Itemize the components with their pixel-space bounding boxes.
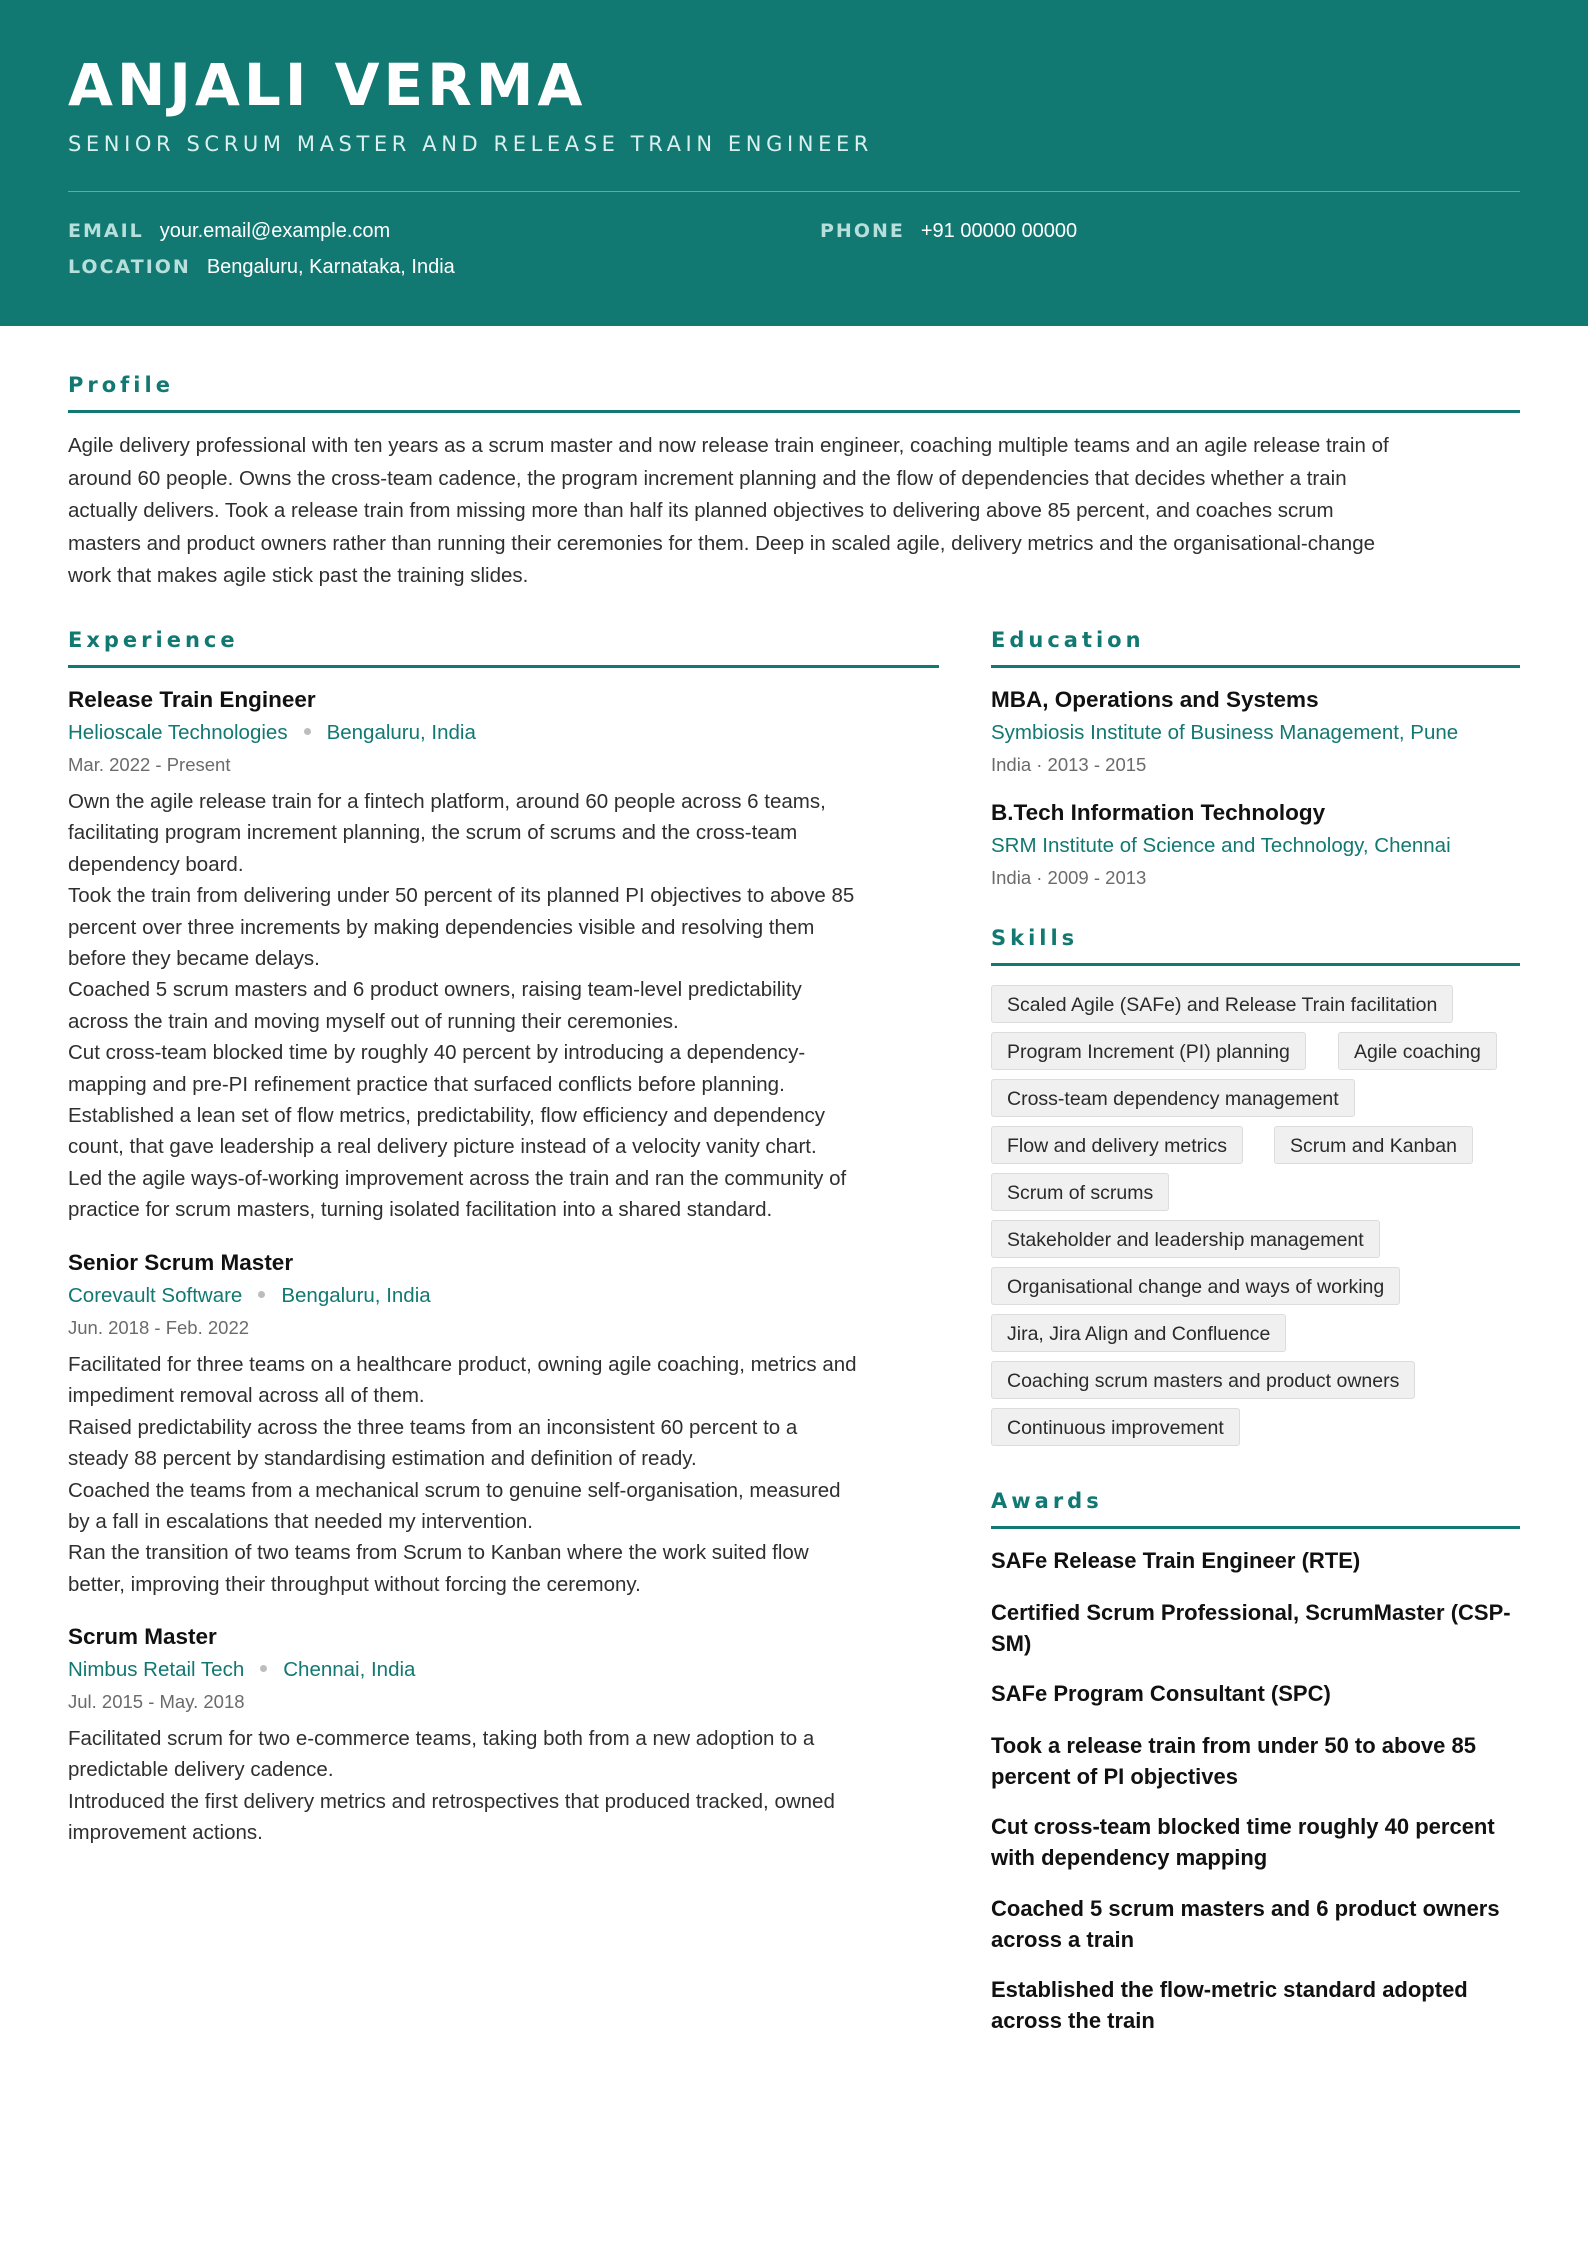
separator-dot xyxy=(260,1665,267,1672)
profile-line: masters and product owners rather than running their ceremonies for them. Deep in scaled agile, delivery metrics and the organisational-change xyxy=(68,531,1376,555)
location-value: Bengaluru, Karnataka, India xyxy=(206,256,455,278)
education-school: Symbiosis Institute of Business Management, Pune xyxy=(991,721,1459,744)
job-line: Established a lean set of flow metrics, predictability, flow efficiency and dependency xyxy=(68,1104,826,1128)
award-item: SAFe Program Consultant (SPC) xyxy=(991,1681,1331,1706)
profile-heading: Profile xyxy=(68,373,174,397)
job-company: Nimbus Retail Tech xyxy=(68,1658,245,1681)
job-line: count, that gave leadership a real delivery picture instead of a velocity vanity chart. xyxy=(68,1135,817,1159)
profile-rule xyxy=(68,410,1520,413)
job-line: Coached 5 scrum masters and 6 product owners, raising team-level predictability xyxy=(68,978,802,1002)
education-rule xyxy=(991,665,1520,668)
job-line: Ran the transition of two teams from Scrum to Kanban where the work suited flow xyxy=(68,1541,809,1565)
job-title: Release Train Engineer xyxy=(68,687,316,712)
skill-tag: Stakeholder and leadership management xyxy=(991,1220,1380,1258)
location-label: LOCATION xyxy=(68,256,191,278)
contact-location xyxy=(68,254,455,280)
skill-tag: Agile coaching xyxy=(1338,1032,1497,1070)
job-description xyxy=(68,786,944,1226)
job-title: Senior Scrum Master xyxy=(68,1250,294,1275)
contact-email xyxy=(68,218,390,244)
education-school: SRM Institute of Science and Technology, Chennai xyxy=(991,834,1451,857)
phone-label: PHONE xyxy=(820,220,905,242)
job-line: better, improving their throughput without forcing the ceremony. xyxy=(68,1572,641,1596)
job-company: Helioscale Technologies xyxy=(68,721,288,744)
job-dates: Mar. 2022 - Present xyxy=(68,754,231,775)
profile-line: around 60 people. Owns the cross-team cadence, the program increment planning and the flow of dependencies that decides whether a train xyxy=(68,466,1347,490)
awards-rule xyxy=(991,1526,1520,1529)
job-dates: Jun. 2018 - Feb. 2022 xyxy=(68,1317,250,1338)
separator-dot xyxy=(258,1291,265,1298)
resume-header xyxy=(0,0,1588,326)
skill-tag: Scrum of scrums xyxy=(991,1173,1169,1211)
job-line: Cut cross-team blocked time by roughly 40 percent by introducing a dependency- xyxy=(68,1041,806,1065)
job-line: Facilitated scrum for two e-commerce teams, taking both from a new adoption to a xyxy=(68,1727,815,1750)
skill-tag: Organisational change and ways of working xyxy=(991,1267,1400,1305)
job-line: steady 88 percent by standardising estimation and definition of ready. xyxy=(68,1447,697,1471)
job-line: practice for scrum masters, turning isolated facilitation into a shared standard. xyxy=(68,1198,773,1222)
job-line: Facilitated for three teams on a healthcare product, owning agile coaching, metrics and xyxy=(68,1353,857,1376)
job-line: by a fall in escalations that needed my intervention. xyxy=(68,1510,533,1534)
skills-rule xyxy=(991,963,1520,966)
job-line: before they became delays. xyxy=(68,947,320,971)
job-description xyxy=(68,1723,944,1849)
job-description xyxy=(68,1349,944,1600)
skill-tag: Coaching scrum masters and product owners xyxy=(991,1361,1415,1399)
job-line: percent over three increments by making dependencies visible and resolving them xyxy=(68,915,815,939)
award-item: Coached 5 scrum masters and 6 product owners across a train xyxy=(991,1896,1500,1952)
skill-tag: Scrum and Kanban xyxy=(1274,1126,1473,1164)
job-line: predictable delivery cadence. xyxy=(68,1758,334,1782)
job-line: Coached the teams from a mechanical scrum to genuine self-organisation, measured xyxy=(68,1478,841,1502)
candidate-name: ANJALI VERMA xyxy=(68,51,587,119)
email-value[interactable]: your.email@example.com xyxy=(159,220,391,242)
experience-rule xyxy=(68,665,939,668)
job-line: mapping and pre-PI refinement practice that surfaced conflicts before planning. xyxy=(68,1072,785,1096)
job-location: Bengaluru, India xyxy=(326,721,476,744)
skills-heading: Skills xyxy=(991,926,1079,950)
phone-value[interactable]: +91 00000 00000 xyxy=(920,220,1078,242)
award-item: Established the flow-metric standard adopted across the train xyxy=(991,1977,1468,2033)
profile-line: work that makes agile stick past the training slides. xyxy=(68,564,529,588)
job-company-line xyxy=(68,1284,431,1308)
job-line: facilitating program increment planning, the scrum of scrums and the cross-team xyxy=(68,821,798,845)
job-location: Chennai, India xyxy=(283,1658,416,1681)
job-line: across the train and moving myself out of running their ceremonies. xyxy=(68,1009,679,1033)
separator-dot xyxy=(304,728,311,735)
job-company: Corevault Software xyxy=(68,1284,243,1307)
job-line: Introduced the first delivery metrics and retrospectives that produced tracked, owned xyxy=(68,1789,835,1813)
job-line: impediment removal across all of them. xyxy=(68,1384,425,1408)
job-location: Bengaluru, India xyxy=(281,1284,431,1307)
education-meta: India · 2009 - 2013 xyxy=(991,867,1147,888)
skill-tag: Program Increment (PI) planning xyxy=(991,1032,1306,1070)
job-line: Raised predictability across the three teams from an inconsistent 60 percent to a xyxy=(68,1415,798,1439)
job-line: Own the agile release train for a fintech platform, around 60 people across 6 teams, xyxy=(68,790,826,813)
experience-heading: Experience xyxy=(68,628,239,652)
education-heading: Education xyxy=(991,628,1145,652)
header-divider xyxy=(68,191,1520,192)
award-item: Cut cross-team blocked time roughly 40 percent with dependency mapping xyxy=(991,1814,1495,1870)
education-degree: B.Tech Information Technology xyxy=(991,800,1326,825)
skill-tag: Continuous improvement xyxy=(991,1408,1240,1446)
award-item: Certified Scrum Professional, ScrumMaster (CSP-SM) xyxy=(991,1600,1511,1656)
candidate-headline: SENIOR SCRUM MASTER AND RELEASE TRAIN ENGINEER xyxy=(68,132,874,156)
skill-tag: Cross-team dependency management xyxy=(991,1079,1355,1117)
job-title: Scrum Master xyxy=(68,1624,217,1649)
award-item: SAFe Release Train Engineer (RTE) xyxy=(991,1548,1361,1573)
job-dates: Jul. 2015 - May. 2018 xyxy=(68,1691,245,1712)
job-company-line xyxy=(68,1658,415,1682)
skill-tag: Jira, Jira Align and Confluence xyxy=(991,1314,1286,1352)
email-label: EMAIL xyxy=(68,220,144,242)
contact-phone xyxy=(820,218,1077,244)
skill-tag: Flow and delivery metrics xyxy=(991,1126,1243,1164)
job-line: Took the train from delivering under 50 percent of its planned PI objectives to above 85 xyxy=(68,884,855,908)
job-company-line xyxy=(68,721,476,745)
job-line: improvement actions. xyxy=(68,1821,263,1845)
education-meta: India · 2013 - 2015 xyxy=(991,754,1147,775)
job-line: dependency board. xyxy=(68,852,244,876)
award-item: Took a release train from under 50 to above 85 percent of PI objectives xyxy=(991,1733,1476,1789)
job-line: Led the agile ways-of-working improvement across the train and ran the community of xyxy=(68,1166,847,1190)
awards-heading: Awards xyxy=(991,1489,1103,1513)
education-degree: MBA, Operations and Systems xyxy=(991,687,1319,712)
profile-line: Agile delivery professional with ten years as a scrum master and now release train engineer, coaching multiple teams and an agile release train of xyxy=(68,434,1389,457)
profile-line: actually delivers. Took a release train from missing more than half its planned objectives to delivering above 85 percent, and coaches scrum xyxy=(68,499,1334,523)
skill-tag: Scaled Agile (SAFe) and Release Train facilitation xyxy=(991,985,1453,1023)
profile-summary xyxy=(68,430,1520,593)
